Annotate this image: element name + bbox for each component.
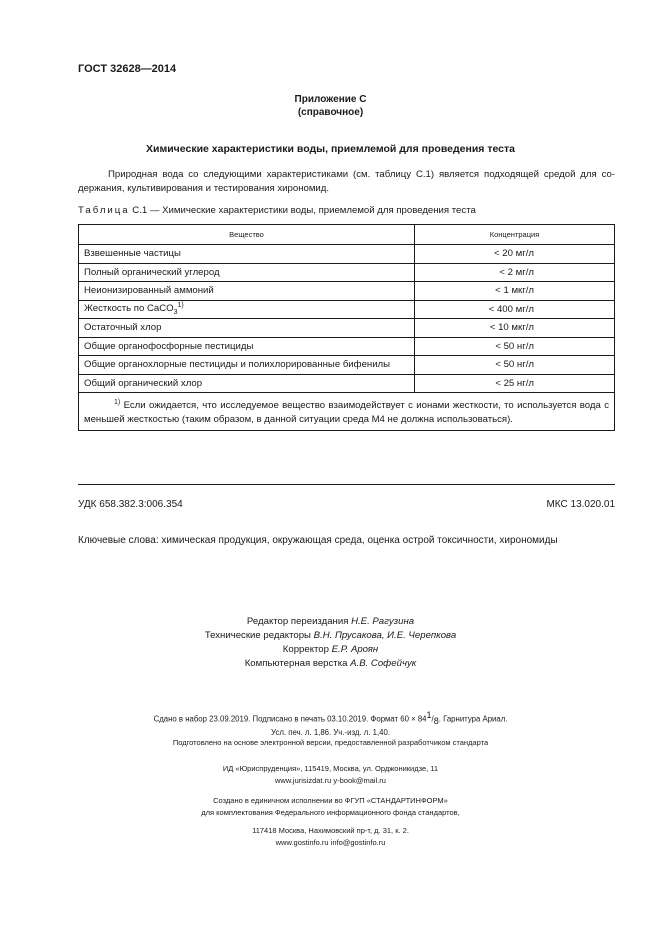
credit-label: Редактор переиздания <box>246 616 352 627</box>
substance-text: Жесткость по CaCO <box>84 303 174 315</box>
credits-block <box>0 615 661 671</box>
cell-concentration: < 10 мкг/л <box>415 319 615 338</box>
credit-name: В.Н. Прусакова, И.Е. Черепкова <box>313 630 457 641</box>
header-concentration: Концентрация <box>415 225 615 245</box>
credit-label: Компьютерная верстка <box>244 658 351 669</box>
cell-substance: Полный органический углерод <box>79 263 415 282</box>
section-title: Химические характеристики воды, приемлемой для проведения теста <box>146 143 515 155</box>
credit-tech-editors <box>0 629 661 643</box>
cell-concentration: < 1 мкг/л <box>415 282 615 301</box>
footnote-text: Если ожидается, что исследуемое вещество взаимодействует с ионами жесткости, то используется вода с меньшей жесткостью (таким образом, в данной ситуации среда М4 не должна использоваться). <box>84 400 609 426</box>
table-row <box>79 356 615 375</box>
format-denominator: 8 <box>433 716 439 727</box>
credit-label: Корректор <box>282 644 332 655</box>
cell-substance: Взвешенные частицы <box>79 245 415 264</box>
publisher-address: ИД «Юриспруденция», 115419, Москва, ул. Орджоникидзе, 11 <box>222 764 439 773</box>
udk-code: УДК 658.382.3:006.354 <box>78 499 183 510</box>
intro-paragraph: Природная вода со следующими характеристиками (см. таблицу С.1) является подходящей средой для со-держания, культивирования и тестирования хирономид. <box>78 169 615 194</box>
cell-substance: Общие органофосфорные пестициды <box>79 337 415 356</box>
keywords: Ключевые слова: химическая продукция, окружающая среда, оценка острой токсичности, хирономиды <box>78 535 558 546</box>
table-caption <box>78 205 476 216</box>
cell-concentration: < 20 мг/л <box>415 245 615 264</box>
appendix-heading <box>0 93 661 119</box>
table-caption-label: Таблица <box>78 205 130 216</box>
table-footnote-row <box>79 393 615 431</box>
publication-line-1: Сдано в набор 23.09.2019. Подписано в печать 03.10.2019. Формат $60 \times 84^1/_8$. Гарнитура Ариал. <box>153 710 508 727</box>
credit-name: А.В. Софейчук <box>350 658 417 669</box>
cell-concentration: < 400 мг/л <box>415 300 615 319</box>
publication-info <box>0 709 661 739</box>
section-divider <box>78 484 615 485</box>
cell-substance: Остаточный хлор <box>79 319 415 338</box>
cell-substance: Неионизированный аммоний <box>79 282 415 301</box>
footnote-ref: 1) <box>177 302 184 310</box>
cell-substance: Общий органический хлор <box>79 374 415 393</box>
table-row <box>79 300 615 319</box>
credit-name: Е.Р. Ароян <box>331 644 379 655</box>
chemistry-table <box>78 224 615 431</box>
cell-substance <box>79 300 415 319</box>
printer-line-2: для комплектования Федерального информационного фонда стандартов, <box>201 808 460 817</box>
mks-code: МКС 13.020.01 <box>546 499 615 510</box>
footnote-mark: 1) <box>114 399 121 406</box>
table-row <box>79 374 615 393</box>
cell-concentration: < 25 нг/л <box>415 374 615 393</box>
publication-line-2: Усл. печ. л. 1,86. Уч.-изд. л. 1,40. <box>271 728 390 738</box>
appendix-title: Приложение С <box>294 94 367 105</box>
publication-dates: Сдано в набор 23.09.2019. Подписано в печать 03.10.2019. Формат 60 × 84 <box>153 714 427 724</box>
appendix-subtitle: (справочное) <box>297 107 364 118</box>
printer-info <box>0 795 661 849</box>
printer-contacts: www.gostinfo.ru info@gostinfo.ru <box>275 838 386 847</box>
cell-substance: Общие органохлорные пестициды и полихлорированные бифенилы <box>79 356 415 375</box>
printer-address: 117418 Москва, Нахимовский пр-т, д. 31, к. 2. <box>252 826 409 835</box>
printer-line-1: Создано в единичном исполнении во ФГУП «СТАНДАРТИНФОРМ» <box>213 796 448 805</box>
credit-label: Технические редакторы <box>204 630 314 641</box>
credit-name: Н.Е. Рагузина <box>351 616 415 627</box>
prepared-note: Подготовлено на основе электронной версии, предоставленной разработчиком стандарта <box>172 738 489 747</box>
table-row <box>79 337 615 356</box>
table-footnote <box>79 393 615 431</box>
publication-font: . Гарнитура Ариал. <box>438 714 508 724</box>
table-row <box>79 245 615 264</box>
table-header-row <box>79 225 615 245</box>
credit-corrector <box>0 643 661 657</box>
cell-concentration: < 50 нг/л <box>415 356 615 375</box>
credit-editor <box>0 615 661 629</box>
publisher-info <box>0 763 661 787</box>
table-caption-text: С.1 — Химические характеристики воды, приемлемой для проведения теста <box>129 205 476 216</box>
table-row <box>79 282 615 301</box>
table-row <box>79 263 615 282</box>
cell-concentration: < 50 нг/л <box>415 337 615 356</box>
format-numerator: 1 <box>426 710 432 720</box>
subscript: 3 <box>173 309 178 317</box>
credit-layout <box>0 657 661 671</box>
header-substance: Вещество <box>79 225 415 245</box>
table-row <box>79 319 615 338</box>
cell-concentration: < 2 мг/л <box>415 263 615 282</box>
publisher-contacts: www.jurisizdat.ru y-book@mail.ru <box>275 776 386 785</box>
standard-code: ГОСТ 32628—2014 <box>78 63 177 75</box>
